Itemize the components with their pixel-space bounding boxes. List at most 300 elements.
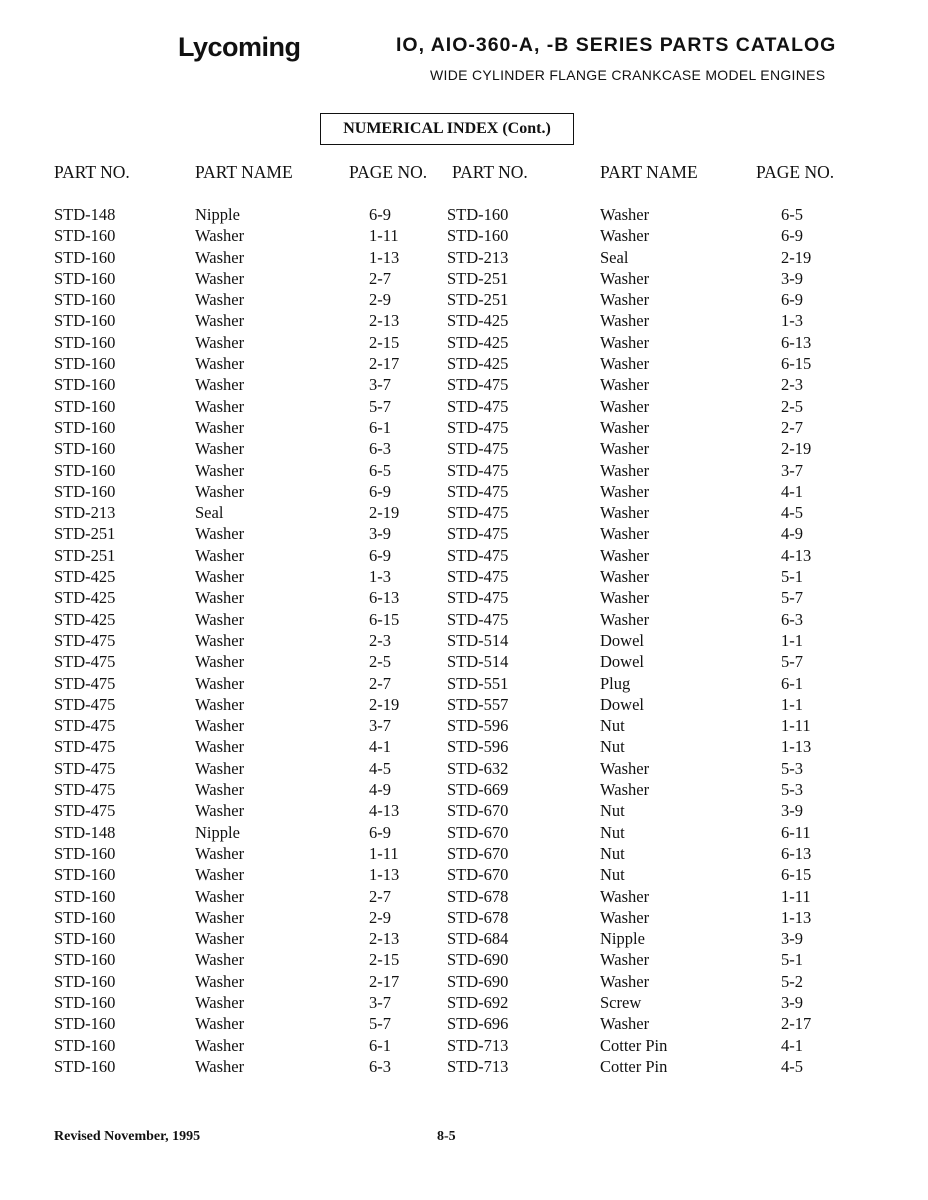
table-row [0,843,928,864]
cell-page-no-right: 5-3 [781,780,803,800]
cell-page-no-right: 3-9 [781,268,803,288]
cell-page-no-left: 5-7 [369,1014,391,1034]
cell-part-name-left: Washer [195,630,245,650]
cell-part-no-left: STD-475 [54,673,116,693]
cell-page-no-left: 2-17 [369,354,400,374]
cell-part-no-left: STD-160 [54,1014,116,1034]
table-row [0,417,928,438]
table-row [0,907,928,928]
cell-part-name-left: Washer [195,758,245,778]
cell-part-name-left: Washer [195,588,245,608]
cell-page-no-right: 1-11 [781,886,811,906]
cell-page-no-left: 2-13 [369,311,400,331]
cell-page-no-left: 6-9 [369,205,391,224]
cell-part-name-right: Washer [600,886,650,906]
catalog-subtitle: WIDE CYLINDER FLANGE CRANKCASE MODEL ENGINES [430,67,826,83]
cell-part-no-right: STD-475 [447,609,509,629]
cell-part-no-left: STD-251 [54,545,116,565]
cell-part-no-right: STD-475 [447,524,509,544]
cell-page-no-right: 5-1 [781,950,803,970]
cell-part-name-left: Washer [195,396,245,416]
cell-page-no-left: 6-9 [369,481,391,501]
table-row [0,694,928,715]
cell-page-no-left: 4-1 [369,737,391,757]
table-row [0,1056,928,1077]
column-header-page-no-right: PAGE NO. [756,162,835,182]
cell-page-no-right: 6-11 [781,822,811,842]
cell-part-no-left: STD-160 [54,290,116,310]
table-row [0,886,928,907]
cell-part-no-right: STD-160 [447,205,509,224]
cell-part-no-left: STD-160 [54,375,116,395]
table-row [0,374,928,395]
cell-part-name-right: Washer [600,226,650,246]
cell-part-name-right: Washer [600,567,650,587]
cell-part-no-left: STD-160 [54,268,116,288]
cell-part-name-left: Washer [195,1035,245,1055]
cell-page-no-left: 6-3 [369,1056,391,1076]
table-row [0,268,928,289]
cell-page-no-left: 6-9 [369,822,391,842]
cell-page-no-left: 6-3 [369,439,391,459]
cell-page-no-right: 1-1 [781,694,803,714]
table-row [0,822,928,843]
cell-part-name-right: Washer [600,332,650,352]
cell-page-no-right: 3-7 [781,460,803,480]
cell-part-name-right: Washer [600,481,650,501]
cell-part-no-left: STD-160 [54,971,116,991]
footer-revised-date: Revised November, 1995 [54,1129,201,1144]
cell-page-no-right: 2-17 [781,1014,812,1034]
cell-part-name-right: Washer [600,268,650,288]
cell-part-no-right: STD-514 [447,630,509,650]
cell-part-name-right: Washer [600,460,650,480]
cell-part-no-right: STD-475 [447,375,509,395]
cell-page-no-right: 5-1 [781,567,803,587]
cell-part-name-left: Nipple [195,822,240,842]
cell-part-name-left: Washer [195,439,245,459]
cell-part-no-left: STD-160 [54,247,116,267]
cell-part-name-right: Cotter Pin [600,1056,668,1076]
index-title-box: NUMERICAL INDEX (Cont.) [320,113,574,145]
table-row [0,864,928,885]
cell-part-no-left: STD-475 [54,652,116,672]
cell-page-no-right: 4-5 [781,1056,803,1076]
cell-page-no-right: 2-3 [781,375,803,395]
cell-part-no-right: STD-557 [447,694,509,714]
cell-part-no-left: STD-160 [54,332,116,352]
cell-part-name-right: Nut [600,801,625,821]
cell-page-no-right: 2-19 [781,247,812,267]
cell-page-no-right: 2-7 [781,417,803,437]
cell-part-no-left: STD-160 [54,311,116,331]
cell-part-no-left: STD-475 [54,694,116,714]
cell-part-name-left: Washer [195,375,245,395]
cell-part-name-right: Washer [600,907,650,927]
cell-part-no-left: STD-475 [54,630,116,650]
cell-part-name-left: Washer [195,268,245,288]
cell-part-no-left: STD-213 [54,503,116,523]
table-row [0,460,928,481]
cell-page-no-right: 6-13 [781,843,812,863]
cell-part-no-left: STD-160 [54,886,116,906]
cell-part-no-right: STD-160 [447,226,509,246]
table-row [0,949,928,970]
cell-page-no-left: 3-7 [369,375,391,395]
cell-part-name-left: Washer [195,992,245,1012]
cell-part-name-right: Washer [600,396,650,416]
cell-part-name-right: Dowel [600,694,644,714]
cell-page-no-left: 2-5 [369,652,391,672]
cell-part-no-left: STD-160 [54,460,116,480]
cell-part-no-right: STD-684 [447,929,509,949]
cell-part-no-left: STD-425 [54,609,116,629]
cell-part-name-right: Screw [600,992,642,1012]
cell-page-no-left: 4-5 [369,758,391,778]
cell-part-name-left: Washer [195,226,245,246]
catalog-title: IO, AIO-360-A, -B SERIES PARTS CATALOG [396,34,837,56]
cell-page-no-right: 6-15 [781,865,812,885]
cell-part-no-right: STD-425 [447,332,509,352]
cell-part-name-right: Dowel [600,630,644,650]
table-row [0,502,928,523]
cell-page-no-left: 2-9 [369,290,391,310]
cell-part-no-right: STD-678 [447,886,509,906]
cell-page-no-right: 4-5 [781,503,803,523]
cell-page-no-right: 5-2 [781,971,803,991]
cell-part-name-right: Washer [600,375,650,395]
footer-page-number: 8-5 [437,1129,456,1144]
cell-part-name-right: Dowel [600,652,644,672]
cell-page-no-right: 6-5 [781,205,803,224]
cell-part-name-right: Washer [600,950,650,970]
table-row [0,800,928,821]
cell-page-no-left: 2-7 [369,673,391,693]
table-row [0,651,928,672]
cell-page-no-right: 6-9 [781,290,803,310]
cell-page-no-right: 1-1 [781,630,803,650]
cell-part-name-left: Washer [195,929,245,949]
table-row [0,353,928,374]
cell-part-no-left: STD-160 [54,950,116,970]
column-header-page-no-left: PAGE NO. [349,162,428,182]
cell-page-no-right: 3-9 [781,929,803,949]
cell-part-no-left: STD-160 [54,1035,116,1055]
cell-part-name-right: Washer [600,439,650,459]
table-row [0,715,928,736]
cell-part-no-left: STD-160 [54,417,116,437]
cell-part-no-left: STD-148 [54,822,116,842]
cell-page-no-left: 1-11 [369,843,399,863]
cell-part-no-left: STD-160 [54,929,116,949]
brand-logo: Lycoming [178,32,301,62]
cell-page-no-left: 6-15 [369,609,400,629]
cell-part-no-right: STD-678 [447,907,509,927]
cell-part-no-left: STD-475 [54,737,116,757]
cell-part-no-right: STD-669 [447,780,509,800]
cell-part-no-right: STD-425 [447,354,509,374]
cell-part-no-right: STD-475 [447,567,509,587]
cell-part-name-left: Seal [195,503,224,523]
cell-page-no-left: 6-1 [369,1035,391,1055]
cell-part-name-right: Washer [600,417,650,437]
cell-page-no-left: 6-1 [369,417,391,437]
cell-part-name-left: Washer [195,332,245,352]
cell-part-no-right: STD-475 [447,460,509,480]
cell-part-no-right: STD-596 [447,737,509,757]
cell-page-no-right: 4-13 [781,545,812,565]
index-table [0,204,928,1077]
cell-page-no-left: 1-11 [369,226,399,246]
cell-part-no-right: STD-251 [447,290,509,310]
cell-part-name-left: Washer [195,1014,245,1034]
table-row [0,289,928,310]
cell-part-no-left: STD-160 [54,865,116,885]
cell-part-no-left: STD-148 [54,205,116,224]
cell-part-no-left: STD-160 [54,1056,116,1076]
cell-part-name-left: Washer [195,865,245,885]
cell-part-name-right: Washer [600,311,650,331]
cell-part-name-left: Washer [195,1056,245,1076]
cell-page-no-right: 4-1 [781,1035,803,1055]
cell-part-no-right: STD-475 [447,545,509,565]
table-row [0,438,928,459]
cell-part-name-right: Washer [600,780,650,800]
cell-page-no-right: 2-19 [781,439,812,459]
cell-part-no-right: STD-713 [447,1056,509,1076]
table-row [0,928,928,949]
cell-part-name-right: Washer [600,524,650,544]
cell-part-no-left: STD-160 [54,843,116,863]
cell-page-no-left: 2-13 [369,929,400,949]
cell-page-no-right: 3-9 [781,801,803,821]
table-row [0,630,928,651]
cell-part-name-left: Washer [195,950,245,970]
cell-part-name-left: Washer [195,907,245,927]
table-row [0,247,928,268]
cell-part-name-right: Washer [600,971,650,991]
cell-part-name-right: Nut [600,716,625,736]
cell-part-name-right: Washer [600,205,650,224]
cell-part-name-left: Washer [195,694,245,714]
cell-part-no-right: STD-475 [447,417,509,437]
cell-page-no-left: 2-15 [369,332,400,352]
cell-page-no-left: 3-7 [369,992,391,1012]
cell-page-no-left: 2-15 [369,950,400,970]
cell-page-no-left: 3-7 [369,716,391,736]
cell-page-no-left: 6-5 [369,460,391,480]
cell-part-name-right: Washer [600,354,650,374]
cell-part-name-right: Seal [600,247,629,267]
cell-part-name-right: Washer [600,545,650,565]
cell-part-name-left: Washer [195,737,245,757]
cell-part-name-left: Washer [195,311,245,331]
cell-page-no-right: 6-13 [781,332,812,352]
cell-part-no-left: STD-475 [54,801,116,821]
cell-page-no-left: 2-19 [369,694,400,714]
cell-part-no-right: STD-596 [447,716,509,736]
table-row [0,225,928,246]
cell-part-no-left: STD-160 [54,907,116,927]
cell-part-name-left: Washer [195,524,245,544]
cell-part-name-right: Nut [600,843,625,863]
table-row [0,396,928,417]
cell-part-name-left: Washer [195,247,245,267]
cell-part-no-right: STD-475 [447,396,509,416]
cell-part-name-left: Washer [195,843,245,863]
cell-part-name-left: Nipple [195,205,240,224]
cell-part-no-right: STD-713 [447,1035,509,1055]
cell-part-name-left: Washer [195,481,245,501]
cell-part-name-left: Washer [195,460,245,480]
column-header-part-name-left: PART NAME [195,162,293,182]
cell-page-no-right: 6-15 [781,354,812,374]
cell-page-no-left: 5-7 [369,396,391,416]
cell-part-no-right: STD-670 [447,865,509,885]
cell-page-no-right: 5-7 [781,588,803,608]
cell-page-no-left: 6-9 [369,545,391,565]
cell-part-name-right: Nipple [600,929,645,949]
cell-page-no-right: 5-7 [781,652,803,672]
cell-part-no-left: STD-160 [54,226,116,246]
cell-page-no-right: 6-3 [781,609,803,629]
cell-part-name-left: Washer [195,673,245,693]
cell-part-name-left: Washer [195,567,245,587]
cell-part-no-right: STD-514 [447,652,509,672]
cell-page-no-right: 4-9 [781,524,803,544]
cell-part-no-right: STD-670 [447,822,509,842]
table-row [0,992,928,1013]
cell-part-name-left: Washer [195,801,245,821]
table-row [0,1013,928,1034]
cell-part-name-right: Washer [600,609,650,629]
cell-part-no-right: STD-551 [447,673,509,693]
column-header-part-no-right: PART NO. [452,162,528,182]
cell-part-no-right: STD-670 [447,801,509,821]
cell-part-name-left: Washer [195,780,245,800]
table-row [0,204,928,225]
table-row [0,523,928,544]
cell-part-name-left: Washer [195,716,245,736]
cell-page-no-left: 3-9 [369,524,391,544]
table-row [0,1035,928,1056]
cell-part-no-left: STD-425 [54,588,116,608]
table-row [0,609,928,630]
cell-page-no-left: 2-9 [369,907,391,927]
table-row [0,758,928,779]
table-row [0,971,928,992]
cell-part-no-right: STD-251 [447,268,509,288]
table-row [0,779,928,800]
cell-part-name-left: Washer [195,354,245,374]
cell-page-no-left: 2-3 [369,630,391,650]
cell-part-name-right: Washer [600,290,650,310]
cell-part-no-right: STD-696 [447,1014,509,1034]
cell-page-no-left: 4-13 [369,801,400,821]
cell-part-no-left: STD-160 [54,396,116,416]
cell-page-no-right: 1-13 [781,737,812,757]
table-row [0,545,928,566]
cell-page-no-left: 1-13 [369,865,400,885]
cell-page-no-right: 1-13 [781,907,812,927]
cell-part-no-right: STD-690 [447,950,509,970]
cell-part-no-right: STD-425 [447,311,509,331]
cell-page-no-left: 4-9 [369,780,391,800]
cell-part-no-right: STD-475 [447,481,509,501]
cell-part-no-right: STD-475 [447,503,509,523]
cell-page-no-left: 2-19 [369,503,400,523]
cell-part-no-left: STD-251 [54,524,116,544]
cell-part-name-right: Cotter Pin [600,1035,668,1055]
table-row [0,736,928,757]
cell-page-no-right: 6-1 [781,673,803,693]
cell-part-name-right: Plug [600,673,631,693]
cell-page-no-left: 6-13 [369,588,400,608]
cell-part-name-right: Washer [600,1014,650,1034]
table-row [0,310,928,331]
table-row [0,481,928,502]
cell-part-no-right: STD-632 [447,758,509,778]
table-row [0,587,928,608]
cell-part-no-left: STD-475 [54,716,116,736]
cell-page-no-right: 3-9 [781,992,803,1012]
cell-part-name-right: Washer [600,503,650,523]
table-row [0,332,928,353]
cell-page-no-right: 5-3 [781,758,803,778]
column-header-part-name-right: PART NAME [600,162,698,182]
cell-part-no-left: STD-160 [54,439,116,459]
cell-page-no-right: 2-5 [781,396,803,416]
cell-part-no-right: STD-475 [447,439,509,459]
cell-part-name-left: Washer [195,886,245,906]
cell-part-name-left: Washer [195,545,245,565]
cell-part-name-left: Washer [195,609,245,629]
cell-part-no-left: STD-160 [54,992,116,1012]
cell-part-no-left: STD-425 [54,567,116,587]
cell-part-name-right: Washer [600,758,650,778]
cell-page-no-left: 2-7 [369,268,391,288]
cell-page-no-left: 2-7 [369,886,391,906]
cell-part-name-left: Washer [195,417,245,437]
cell-page-no-right: 6-9 [781,226,803,246]
cell-part-name-right: Nut [600,822,625,842]
cell-part-name-left: Washer [195,652,245,672]
cell-part-no-left: STD-160 [54,354,116,374]
cell-part-no-right: STD-475 [447,588,509,608]
table-row [0,673,928,694]
cell-part-name-left: Washer [195,971,245,991]
cell-page-no-left: 1-3 [369,567,391,587]
cell-part-name-left: Washer [195,290,245,310]
table-row [0,566,928,587]
cell-part-no-left: STD-475 [54,780,116,800]
cell-part-no-right: STD-213 [447,247,509,267]
cell-page-no-right: 1-3 [781,311,803,331]
cell-page-no-left: 1-13 [369,247,400,267]
cell-part-no-right: STD-670 [447,843,509,863]
cell-part-name-right: Washer [600,588,650,608]
cell-part-no-left: STD-475 [54,758,116,778]
cell-page-no-right: 1-11 [781,716,811,736]
cell-part-name-right: Nut [600,737,625,757]
cell-part-no-right: STD-692 [447,992,509,1012]
column-header-part-no-left: PART NO. [54,162,130,182]
cell-part-no-right: STD-690 [447,971,509,991]
cell-page-no-left: 2-17 [369,971,400,991]
cell-part-no-left: STD-160 [54,481,116,501]
cell-part-name-right: Nut [600,865,625,885]
cell-page-no-right: 4-1 [781,481,803,501]
